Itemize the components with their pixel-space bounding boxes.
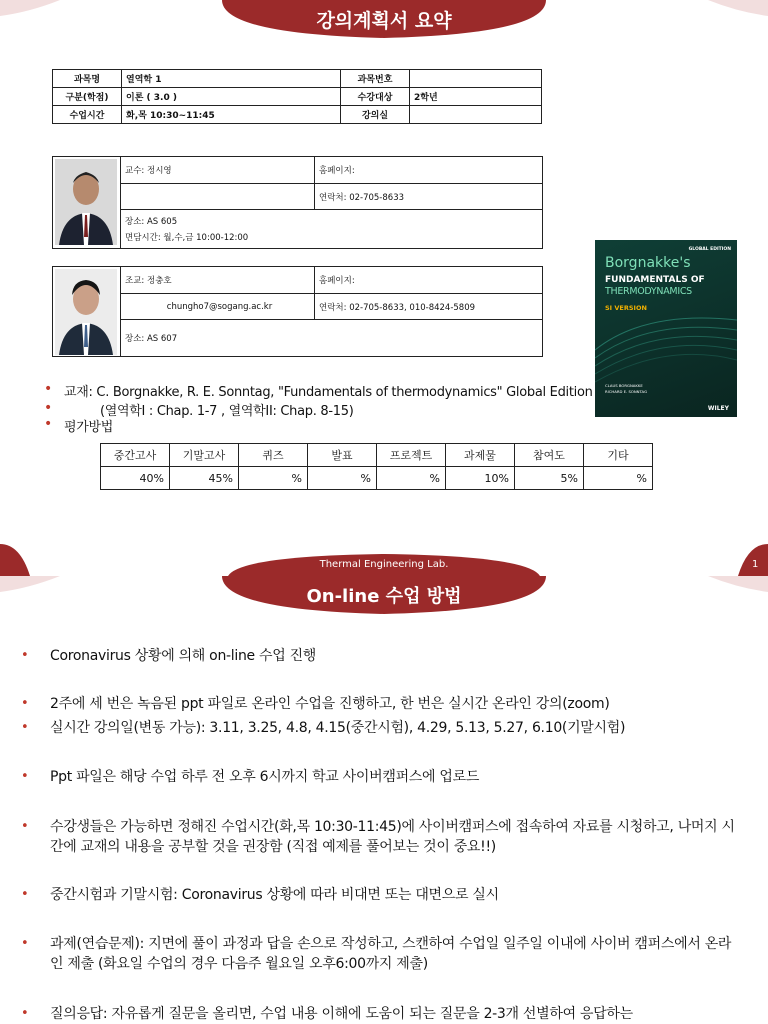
bullet-item [21, 767, 750, 787]
label-time: 수업시간 [53, 106, 122, 124]
table-row [53, 70, 542, 88]
course-info-table [52, 69, 542, 124]
value-course-name: 열역학 1 [122, 70, 341, 88]
book-version: SI VERSION [605, 304, 647, 312]
book-author-title: Borgnakke's [605, 255, 691, 271]
book-publisher: WILEY [707, 405, 729, 412]
professor-office-block [120, 210, 542, 248]
grade-value-participation: 5% [515, 467, 584, 490]
slide-2 [0, 576, 768, 1024]
textbook-text: 교재: C. Borgnakke, R. E. Sonntag, "Fundamentals of thermodynamics" Global Edition [64, 385, 593, 400]
bullet-icon: • [21, 819, 29, 834]
value-target: 2학년 [410, 88, 542, 106]
bullet-chapters [44, 400, 354, 419]
grade-value-project: % [377, 467, 446, 490]
grade-header-other: 기타 [584, 444, 653, 467]
grade-value-row [101, 467, 653, 490]
ta-photo [55, 269, 117, 355]
ta-contact: 연락처: 02-705-8633, 010-8424-5809 [314, 294, 542, 320]
grade-value-presentation: % [308, 467, 377, 490]
footer-banner [0, 540, 768, 576]
grade-header-row [101, 444, 653, 467]
grade-header-midterm: 중간고사 [101, 444, 170, 467]
footer-lab: Thermal Engineering Lab. [319, 559, 449, 570]
value-course-number [410, 70, 542, 88]
bullet-text: Ppt 파일은 해당 수업 하루 전 오후 6시까지 학교 사이버캠퍼스에 업로드 [50, 769, 480, 785]
bullet-icon: • [21, 648, 29, 663]
bullet-icon: • [44, 416, 52, 432]
bullet-text: 질의응답: 자유롭게 질문을 올리면, 수업 내용 이해에 도움이 되는 질문을 2-3개 선별하여 응답하는 [50, 1006, 633, 1022]
ta-office: 장소: AS 607 [120, 320, 542, 356]
professor-name: 교수: 정시영 [120, 157, 314, 184]
grade-header-presentation: 발표 [308, 444, 377, 467]
grade-value-quiz: % [239, 467, 308, 490]
grade-header-project: 프로젝트 [377, 444, 446, 467]
label-room: 강의실 [341, 106, 410, 124]
value-room [410, 106, 542, 124]
ta-name: 조교: 정충호 [120, 267, 314, 294]
book-title-line2: THERMODYNAMICS [605, 286, 692, 297]
label-course-name: 과목명 [53, 70, 122, 88]
label-target: 수강대상 [341, 88, 410, 106]
chapters-text: (열역학I : Chap. 1-7 , 열역학II: Chap. 8-15) [100, 404, 354, 419]
value-time: 화,목 10:30~11:45 [122, 106, 341, 124]
bullet-textbook [44, 381, 593, 400]
bullet-item [21, 646, 750, 666]
grade-value-midterm: 40% [101, 467, 170, 490]
ta-card [52, 266, 543, 357]
grade-value-homework: 10% [446, 467, 515, 490]
grading-text: 평가방법 [64, 420, 114, 435]
grade-value-final: 45% [170, 467, 239, 490]
bullet-icon: • [21, 720, 29, 735]
bullet-icon: • [21, 1006, 29, 1021]
bullet-grading [44, 416, 114, 435]
bullet-text: 2주에 세 번은 녹음된 ppt 파일로 온라인 수업을 진행하고, 한 번은 실시간 온라인 강의(zoom) [50, 696, 610, 712]
bullet-icon: • [21, 769, 29, 784]
bullet-icon: • [21, 887, 29, 902]
label-category: 구분(학점) [53, 88, 122, 106]
professor-contact: 연락처: 02-705-8633 [314, 184, 542, 210]
grade-table [100, 443, 653, 490]
bullet-item [21, 694, 750, 714]
table-row [53, 88, 542, 106]
grade-value-other: % [584, 467, 653, 490]
ta-email: chungho7@sogang.ac.kr [120, 294, 314, 320]
slide-title: On-line 수업 방법 [306, 586, 462, 607]
bullet-text: Coronavirus 상황에 의해 on-line 수업 진행 [50, 648, 317, 664]
bullet-item [21, 934, 740, 974]
label-course-number: 과목번호 [341, 70, 410, 88]
bullet-text: 실시간 강의일(변동 가능): 3.11, 3.25, 4.8, 4.15(중간시험), 4.29, 5.13, 5.27, 6.10(기말시험) [50, 720, 626, 736]
professor-blank [120, 184, 314, 210]
bullet-icon: • [21, 936, 29, 951]
professor-homepage: 홈페이지: [314, 157, 542, 184]
professor-office: 장소: AS 605 [125, 217, 178, 227]
bullet-icon: • [21, 696, 29, 711]
page-number: 1 [752, 559, 759, 570]
bullet-item [21, 817, 740, 857]
table-row [53, 106, 542, 124]
bullet-item [21, 885, 750, 905]
professor-photo [55, 159, 117, 245]
bullet-item [21, 718, 750, 738]
book-author-2: RICHARD E. SONNTAG [605, 389, 648, 394]
slide-title: 강의계획서 요약 [316, 10, 452, 32]
grade-header-homework: 과제물 [446, 444, 515, 467]
grade-header-final: 기말고사 [170, 444, 239, 467]
bullet-text: 중간시험과 기말시험: Coronavirus 상황에 따라 비대면 또는 대면으로 실시 [50, 887, 499, 903]
book-author-1: CLAUS BORGNAKKE [605, 383, 643, 388]
bullet-text: 수강생들은 가능하면 정해진 수업시간(화,목 10:30-11:45)에 사이버캠퍼스에 접속하여 자료를 시청하고, 나머지 시간에 교재의 내용을 공부할 것을 권장함 (직접 예제를 풀어보는 것이 중요!!) [50, 819, 735, 855]
bullet-icon: • [44, 381, 52, 397]
grade-header-quiz: 퀴즈 [239, 444, 308, 467]
bullet-item [21, 1004, 750, 1024]
grade-header-participation: 참여도 [515, 444, 584, 467]
book-edition: GLOBAL EDITION [688, 247, 731, 252]
bullet-text: 과제(연습문제): 지면에 풀이 과정과 답을 손으로 작성하고, 스캔하여 수업일 일주일 이내에 사이버 캠퍼스에서 온라인 제출 (화요일 수업의 경우 다음주 월요일 오후6:00까지 제출) [50, 936, 732, 972]
ta-homepage: 홈페이지: [314, 267, 542, 294]
professor-hours: 면담시간: 월,수,금 10:00-12:00 [125, 233, 249, 243]
book-title-line1: FUNDAMENTALS OF [605, 275, 705, 285]
value-category: 이론 ( 3.0 ) [122, 88, 341, 106]
textbook-cover [595, 240, 737, 417]
professor-card [52, 156, 543, 249]
bullet-icon: • [44, 400, 52, 416]
